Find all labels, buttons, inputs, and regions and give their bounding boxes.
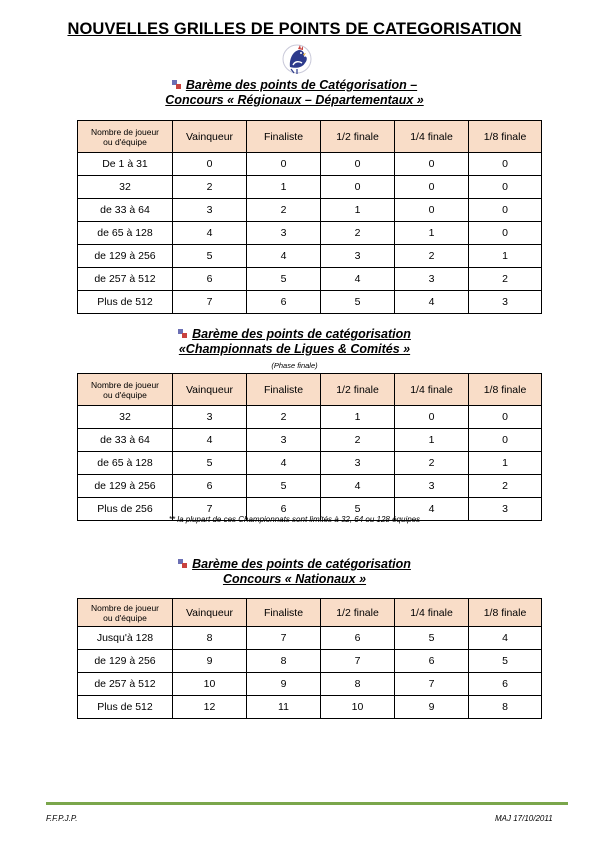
points-cell: 3 xyxy=(173,406,247,429)
header-quart-finale: 1/4 finale xyxy=(395,121,469,153)
bullet-icon xyxy=(172,80,181,89)
table-row xyxy=(78,627,542,650)
points-cell: 3 xyxy=(395,475,469,498)
points-cell: 8 xyxy=(247,650,321,673)
points-cell: 4 xyxy=(247,452,321,475)
table-row xyxy=(78,176,542,199)
points-cell: 0 xyxy=(321,153,395,176)
section1-heading-line1: Barème des points de Catégorisation – xyxy=(185,78,418,92)
section2-heading xyxy=(0,327,589,357)
points-cell: 3 xyxy=(469,291,542,314)
table-regionaux xyxy=(77,120,542,314)
points-cell: 10 xyxy=(173,673,247,696)
points-cell: 1 xyxy=(469,245,542,268)
points-cell: 0 xyxy=(395,176,469,199)
row-label: de 129 à 256 xyxy=(78,475,173,498)
points-cell: 6 xyxy=(247,291,321,314)
points-cell: 7 xyxy=(395,673,469,696)
section2-heading-line1: Barème des points de catégorisation xyxy=(192,327,411,341)
points-cell: 4 xyxy=(321,268,395,291)
points-cell: 10 xyxy=(321,696,395,719)
points-cell: 0 xyxy=(395,406,469,429)
points-cell: 8 xyxy=(173,627,247,650)
points-cell: 2 xyxy=(395,452,469,475)
points-cell: 8 xyxy=(469,696,542,719)
points-cell: 5 xyxy=(173,452,247,475)
points-cell: 5 xyxy=(247,268,321,291)
points-cell: 4 xyxy=(247,245,321,268)
table-row xyxy=(78,650,542,673)
section3-heading-line1: Barème des points de catégorisation xyxy=(192,557,411,571)
section2-note: (Phase finale) xyxy=(271,361,318,370)
header-finaliste: Finaliste xyxy=(247,121,321,153)
table-header-row xyxy=(78,374,542,406)
row-label: de 65 à 128 xyxy=(78,452,173,475)
header-finaliste: Finaliste xyxy=(247,599,321,627)
points-cell: 2 xyxy=(247,406,321,429)
table-row xyxy=(78,291,542,314)
points-cell: 3 xyxy=(395,268,469,291)
ffpjp-rooster-logo xyxy=(281,41,313,77)
header-huitieme-finale: 1/8 finale xyxy=(469,121,542,153)
points-cell: 5 xyxy=(321,498,395,521)
table-championnats xyxy=(77,373,542,521)
row-label: de 65 à 128 xyxy=(78,222,173,245)
points-cell: 7 xyxy=(173,291,247,314)
points-cell: 6 xyxy=(395,650,469,673)
points-cell: 5 xyxy=(469,650,542,673)
row-label: Plus de 512 xyxy=(78,696,173,719)
header-nombre-line2: ou d'équipe xyxy=(103,136,147,147)
row-label: 32 xyxy=(78,406,173,429)
points-cell: 9 xyxy=(173,650,247,673)
points-cell: 0 xyxy=(321,176,395,199)
row-label: Plus de 512 xyxy=(78,291,173,314)
points-cell: 8 xyxy=(321,673,395,696)
section2-footnote: ** la plupart de ces Championnats sont limités à 32, 64 ou 128 équipes xyxy=(168,515,421,524)
points-cell: 0 xyxy=(469,199,542,222)
row-label: De 1 à 31 xyxy=(78,153,173,176)
header-demi-finale: 1/2 finale xyxy=(321,599,395,627)
points-cell: 0 xyxy=(469,176,542,199)
points-cell: 4 xyxy=(173,222,247,245)
points-cell: 7 xyxy=(247,627,321,650)
header-nombre-line1: Nombre de joueur xyxy=(90,379,160,390)
section3-heading xyxy=(0,557,589,587)
points-cell: 0 xyxy=(469,406,542,429)
table-row xyxy=(78,199,542,222)
points-cell: 0 xyxy=(469,222,542,245)
row-label: 32 xyxy=(78,176,173,199)
header-vainqueur: Vainqueur xyxy=(173,599,247,627)
points-cell: 6 xyxy=(469,673,542,696)
points-cell: 6 xyxy=(247,498,321,521)
points-cell: 2 xyxy=(469,268,542,291)
points-cell: 2 xyxy=(173,176,247,199)
header-huitieme-finale: 1/8 finale xyxy=(469,374,542,406)
points-cell: 1 xyxy=(395,222,469,245)
table-header-row xyxy=(78,121,542,153)
points-cell: 5 xyxy=(247,475,321,498)
points-cell: 11 xyxy=(247,696,321,719)
table-row xyxy=(78,153,542,176)
table-row xyxy=(78,245,542,268)
section1-heading xyxy=(0,78,589,108)
header-vainqueur: Vainqueur xyxy=(173,374,247,406)
header-vainqueur: Vainqueur xyxy=(173,121,247,153)
points-cell: 3 xyxy=(469,498,542,521)
section3-heading-line2: Concours « Nationaux » xyxy=(222,572,367,586)
header-demi-finale: 1/2 finale xyxy=(321,374,395,406)
header-nombre-line1: Nombre de joueur xyxy=(90,602,160,613)
table-row xyxy=(78,452,542,475)
row-label: de 257 à 512 xyxy=(78,673,173,696)
header-finaliste: Finaliste xyxy=(247,374,321,406)
row-label: de 33 à 64 xyxy=(78,199,173,222)
points-cell: 0 xyxy=(173,153,247,176)
points-cell: 0 xyxy=(395,199,469,222)
points-cell: 3 xyxy=(247,222,321,245)
points-cell: 6 xyxy=(173,268,247,291)
row-label: de 129 à 256 xyxy=(78,245,173,268)
header-quart-finale: 1/4 finale xyxy=(395,599,469,627)
header-quart-finale: 1/4 finale xyxy=(395,374,469,406)
footer-org: F.F.P.J.P. xyxy=(46,814,78,823)
points-cell: 7 xyxy=(173,498,247,521)
points-cell: 2 xyxy=(469,475,542,498)
section2-heading-line2: «Championnats de Ligues & Comités » xyxy=(178,342,411,356)
table-header-row xyxy=(78,599,542,627)
points-cell: 7 xyxy=(321,650,395,673)
row-label: de 129 à 256 xyxy=(78,650,173,673)
header-nombre xyxy=(78,374,173,406)
table-row xyxy=(78,406,542,429)
table-row xyxy=(78,673,542,696)
points-cell: 3 xyxy=(321,245,395,268)
row-label: de 257 à 512 xyxy=(78,268,173,291)
page-title: NOUVELLES GRILLES DE POINTS DE CATEGORISATION xyxy=(67,20,522,38)
points-cell: 3 xyxy=(247,429,321,452)
row-label: de 33 à 64 xyxy=(78,429,173,452)
table-row xyxy=(78,475,542,498)
points-cell: 4 xyxy=(321,475,395,498)
footer-rule xyxy=(46,802,568,805)
table-row xyxy=(78,222,542,245)
points-cell: 4 xyxy=(395,498,469,521)
points-cell: 12 xyxy=(173,696,247,719)
header-nombre-line1: Nombre de joueur xyxy=(90,126,160,137)
points-cell: 1 xyxy=(395,429,469,452)
points-cell: 3 xyxy=(173,199,247,222)
header-nombre-line2: ou d'équipe xyxy=(103,612,147,623)
points-cell: 0 xyxy=(469,429,542,452)
table-row xyxy=(78,268,542,291)
points-cell: 5 xyxy=(395,627,469,650)
table-row xyxy=(78,696,542,719)
points-cell: 9 xyxy=(395,696,469,719)
points-cell: 1 xyxy=(247,176,321,199)
header-nombre-line2: ou d'équipe xyxy=(103,389,147,400)
row-label: Plus de 256 xyxy=(78,498,173,521)
table-row xyxy=(78,429,542,452)
points-cell: 4 xyxy=(173,429,247,452)
footer-update-date: MAJ 17/10/2011 xyxy=(495,814,553,823)
header-nombre xyxy=(78,599,173,627)
header-huitieme-finale: 1/8 finale xyxy=(469,599,542,627)
section1-heading-line2: Concours « Régionaux – Départementaux » xyxy=(165,93,424,107)
points-cell: 4 xyxy=(469,627,542,650)
points-cell: 1 xyxy=(321,406,395,429)
points-cell: 0 xyxy=(395,153,469,176)
points-cell: 0 xyxy=(469,153,542,176)
points-cell: 1 xyxy=(469,452,542,475)
bullet-icon xyxy=(178,559,187,568)
points-cell: 0 xyxy=(247,153,321,176)
header-nombre xyxy=(78,121,173,153)
bullet-icon xyxy=(178,329,187,338)
points-cell: 3 xyxy=(321,452,395,475)
points-cell: 6 xyxy=(173,475,247,498)
points-cell: 9 xyxy=(247,673,321,696)
header-demi-finale: 1/2 finale xyxy=(321,121,395,153)
points-cell: 1 xyxy=(321,199,395,222)
points-cell: 5 xyxy=(321,291,395,314)
points-cell: 4 xyxy=(395,291,469,314)
points-cell: 2 xyxy=(321,222,395,245)
points-cell: 2 xyxy=(321,429,395,452)
points-cell: 2 xyxy=(395,245,469,268)
table-nationaux xyxy=(77,598,542,719)
points-cell: 2 xyxy=(247,199,321,222)
row-label: Jusqu'à 128 xyxy=(78,627,173,650)
points-cell: 5 xyxy=(173,245,247,268)
points-cell: 6 xyxy=(321,627,395,650)
